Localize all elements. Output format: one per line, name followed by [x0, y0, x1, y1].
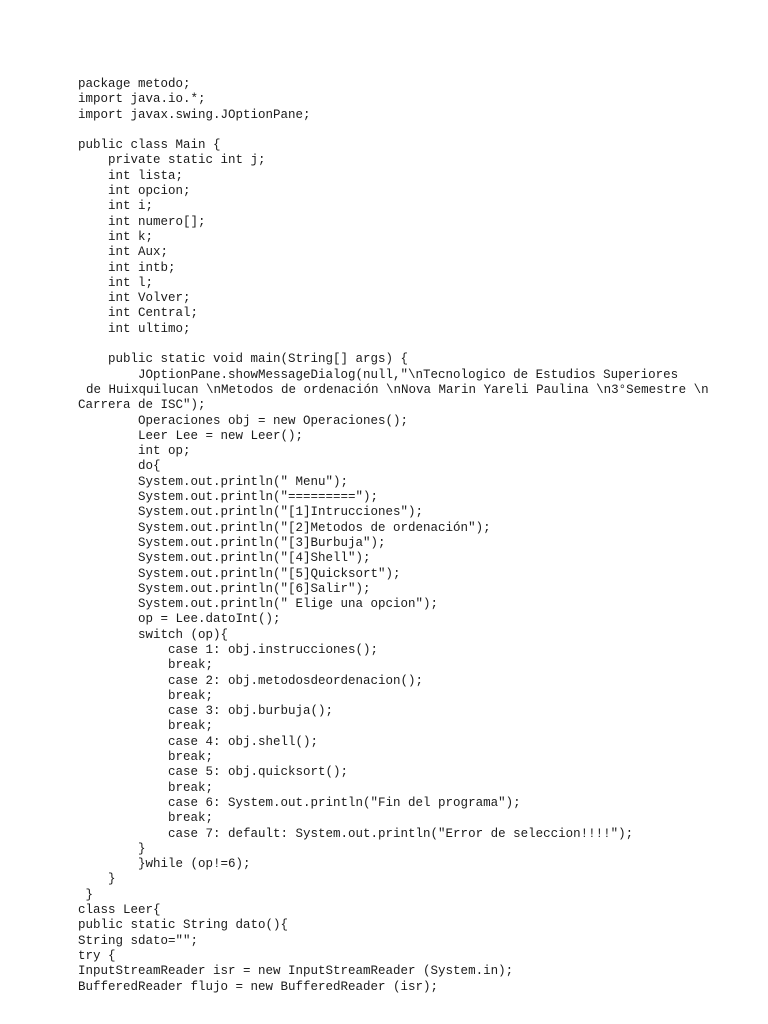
code-line: int Aux; — [78, 245, 169, 260]
code-line: System.out.println("[5]Quicksort"); — [78, 566, 401, 581]
code-line: case 1: obj.instrucciones(); — [78, 642, 379, 657]
code-line: System.out.println("[3]Burbuja"); — [78, 535, 386, 550]
code-line: Operaciones obj = new Operaciones(); — [78, 413, 409, 428]
code-line: private static int j; — [78, 153, 266, 168]
code-line: } — [78, 872, 116, 887]
code-line: int numero[]; — [78, 214, 206, 229]
code-line: int lista; — [78, 168, 184, 183]
code-line: break; — [78, 658, 214, 673]
code-line: System.out.println("[6]Salir"); — [78, 581, 371, 596]
code-line: int i; — [78, 199, 154, 214]
code-line: System.out.println("[4]Shell"); — [78, 551, 371, 566]
code-line: System.out.println(" Menu"); — [78, 474, 349, 489]
code-line: int k; — [78, 229, 154, 244]
code-line: int Central; — [78, 306, 199, 321]
code-line: case 3: obj.burbuja(); — [78, 704, 334, 719]
code-line: String sdato=""; — [78, 933, 199, 948]
code-line: System.out.println("[2]Metodos de ordenación"); — [78, 520, 491, 535]
code-line: System.out.println(" Elige una opcion"); — [78, 597, 439, 612]
code-line: System.out.println("[1]Intrucciones"); — [78, 505, 424, 520]
code-listing — [78, 77, 709, 995]
code-line: import java.io.*; — [78, 92, 206, 107]
code-line — [78, 123, 709, 138]
code-line: int ultimo; — [78, 321, 191, 336]
code-line: public static void main(String[] args) { — [78, 352, 409, 367]
code-line: int op; — [78, 444, 191, 459]
code-line: break; — [78, 780, 214, 795]
code-line: try { — [78, 948, 116, 963]
code-line: break; — [78, 811, 214, 826]
code-line: class Leer{ — [78, 903, 161, 918]
code-line: } — [78, 887, 94, 902]
code-line: break; — [78, 719, 214, 734]
code-line: public static String dato(){ — [78, 918, 289, 933]
code-line: break; — [78, 688, 214, 703]
code-line: case 5: obj.quicksort(); — [78, 765, 349, 780]
code-line: de Huixquilucan \nMetodos de ordenación \nNova Marin Yareli Paulina \n3°Semestre \n — [86, 382, 709, 397]
code-line: package metodo; — [78, 77, 191, 91]
code-line: Carrera de ISC"); — [78, 398, 206, 413]
code-line: InputStreamReader isr = new InputStreamReader (System.in); — [78, 964, 514, 979]
code-line: op = Lee.datoInt(); — [78, 612, 281, 627]
code-line: case 7: default: System.out.println("Error de seleccion!!!!"); — [78, 826, 634, 841]
code-line: int Volver; — [78, 291, 191, 306]
code-line: JOptionPane.showMessageDialog(null,"\nTecnologico de Estudios Superiores — [78, 367, 679, 382]
code-line: Leer Lee = new Leer(); — [78, 428, 304, 443]
code-line: }while (op!=6); — [78, 857, 251, 872]
code-line: break; — [78, 750, 214, 765]
code-line: case 2: obj.metodosdeordenacion(); — [78, 673, 424, 688]
code-line: switch (op){ — [78, 627, 229, 642]
code-line: } — [78, 841, 146, 856]
code-line: import javax.swing.JOptionPane; — [78, 107, 311, 122]
code-line: BufferedReader flujo = new BufferedReader (isr); — [78, 979, 439, 994]
code-line: public class Main { — [78, 138, 221, 153]
code-line: System.out.println("========="); — [78, 490, 379, 505]
code-line — [78, 337, 709, 352]
code-line: do{ — [78, 459, 161, 474]
code-line: int opcion; — [78, 184, 191, 199]
code-line: int l; — [78, 275, 154, 290]
code-line: int intb; — [78, 260, 176, 275]
code-line: case 4: obj.shell(); — [78, 734, 319, 749]
code-line: case 6: System.out.println("Fin del programa"); — [78, 795, 521, 810]
